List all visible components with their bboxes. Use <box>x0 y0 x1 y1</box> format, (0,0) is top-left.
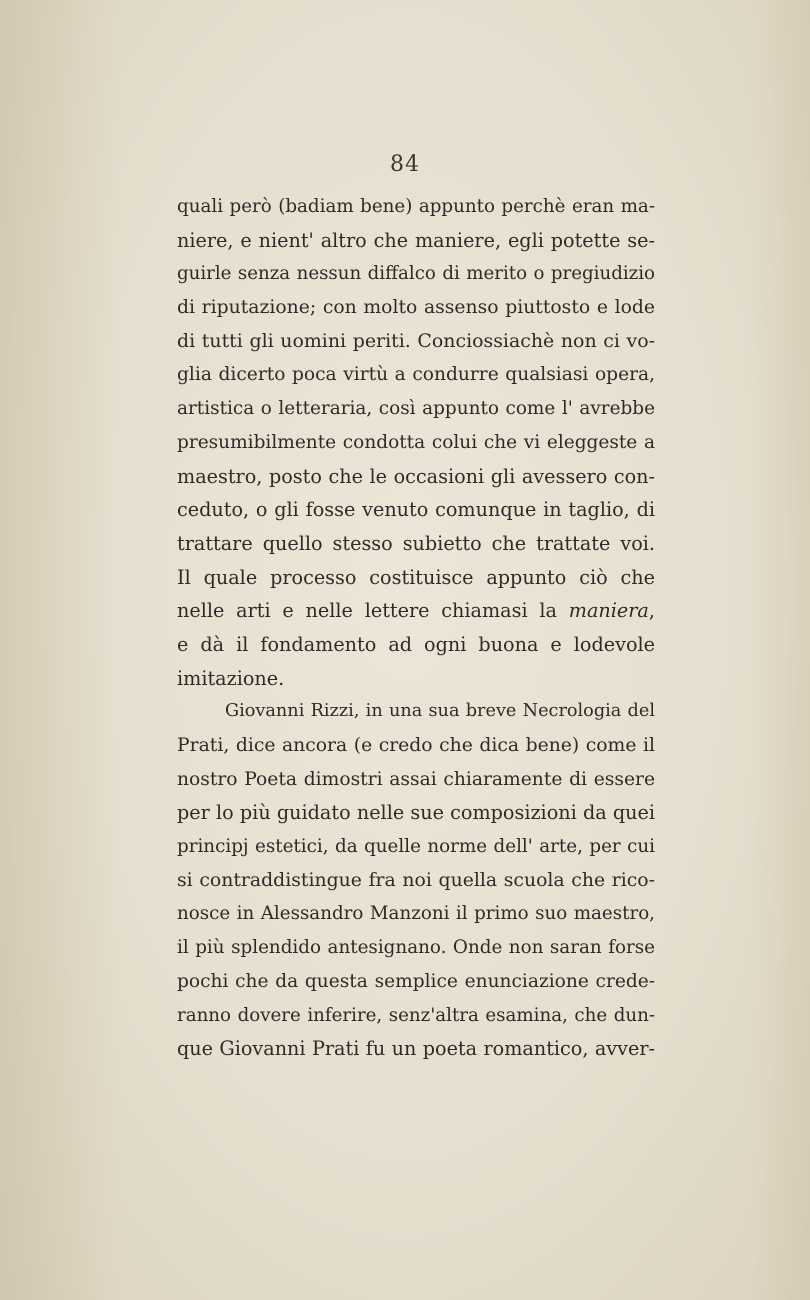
text-line: e dà il fondamento ad ogni buona e lodevole <box>177 632 655 656</box>
italic-term: maniera <box>568 599 649 623</box>
text-line-start: nelle arti e nelle lettere chiamasi la <box>177 599 569 623</box>
text-line: guirle senza nessun diffalco di merito o pregiudizio <box>177 263 655 285</box>
text-line: Il quale processo costituisce appunto ciò che <box>177 565 655 589</box>
text-line-paragraph-start: Giovanni Rizzi, in una sua breve Necrologia del <box>225 701 655 722</box>
text-line: si contraddistingue fra noi quella scuola che rico- <box>177 869 655 891</box>
text-line: di tutti gli uomini periti. Conciossiachè non ci vo- <box>177 329 655 352</box>
text-line: Prati, dice ancora (e credo che dica bene) come il <box>177 735 655 756</box>
page-number: 84 <box>390 152 420 177</box>
text-line: nostro Poeta dimostri assai chiaramente di essere <box>177 768 655 790</box>
page-edge-shadow-left <box>0 0 120 1300</box>
text-line: niere, e nient' altro che maniere, egli potette se- <box>177 228 655 252</box>
text-line: pochi che da questa semplice enunciazione crede- <box>177 970 655 992</box>
text-line: imitazione. <box>177 666 285 690</box>
text-line: il più splendido antesignano. Onde non saran forse <box>177 937 655 959</box>
text-line: maestro, posto che le occasioni gli avessero con- <box>177 464 655 488</box>
text-line: que Giovanni Prati fu un poeta romantico, avver- <box>177 1037 655 1061</box>
text-line: artistica o letteraria, così appunto come l' avrebbe <box>177 398 655 420</box>
text-line: quali però (badiam bene) appunto perchè eran ma- <box>177 196 655 217</box>
text-line: per lo più guidato nelle sue composizioni da quei <box>177 801 655 825</box>
page-edge-shadow-right <box>750 0 810 1300</box>
text-line: principj estetici, da quelle norme dell' arte, per cui <box>177 836 655 858</box>
text-line: glia dicerto poca virtù a condurre qualsiasi opera, <box>177 364 655 386</box>
text-line: di riputazione; con molto assenso piuttosto e lode <box>177 297 655 319</box>
text-line-with-italic <box>177 594 655 628</box>
text-line: trattare quello stesso subietto che trattate voi. <box>177 531 655 555</box>
text-line: ranno dovere inferire, senz'altra esamina, che dun- <box>177 1004 655 1026</box>
text-line: nosce in Alessandro Manzoni il primo suo maestro, <box>177 903 655 925</box>
italic-term-suffix: , <box>648 599 655 623</box>
text-line: presumibilmente condotta colui che vi eleggeste a <box>177 431 655 453</box>
text-line: ceduto, o gli fosse venuto comunque in taglio, di <box>177 498 655 522</box>
body-text <box>177 190 655 1066</box>
